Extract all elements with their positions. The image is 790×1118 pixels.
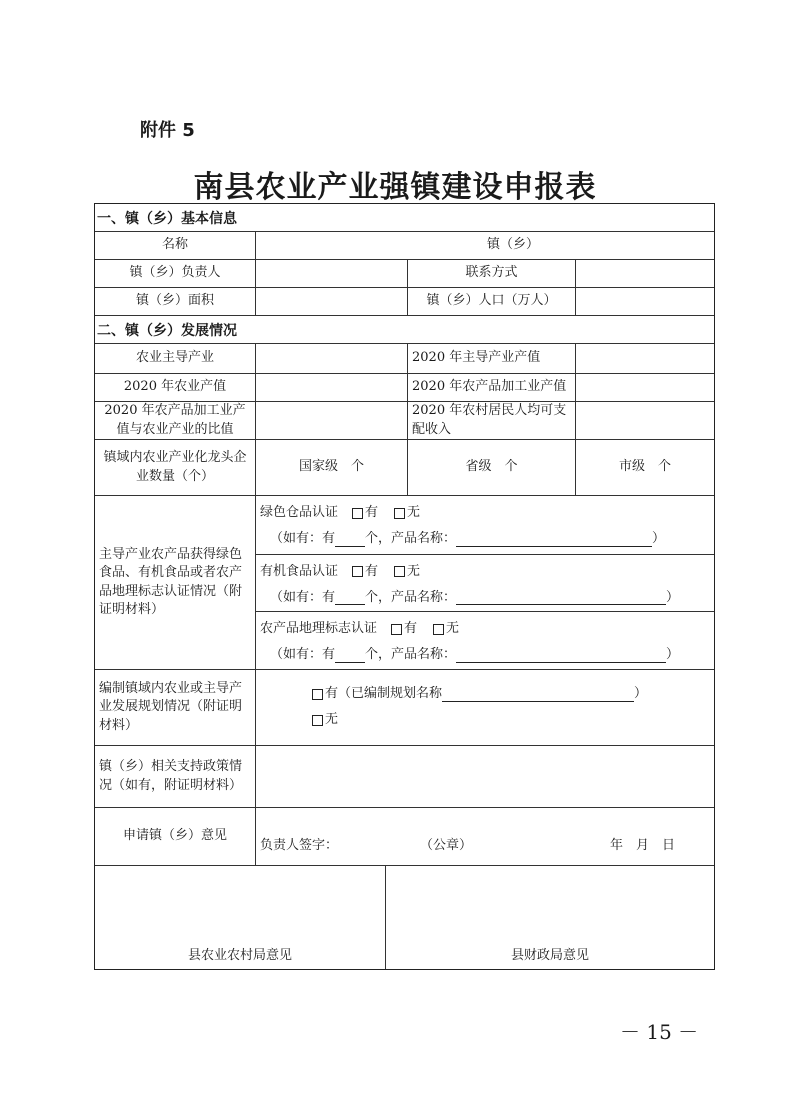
if-yes-middle: 个，产品名称： bbox=[365, 647, 457, 663]
form-title: 南县农业产业强镇建设申报表 bbox=[193, 170, 597, 205]
if-yes-middle: 个，产品名称： bbox=[365, 530, 457, 546]
leader-row bbox=[95, 259, 714, 287]
ratio-value[interactable] bbox=[255, 402, 407, 439]
plan-yes-label: 有（已编制规划名称 bbox=[325, 686, 443, 702]
cert-geo-no-checkbox[interactable] bbox=[433, 624, 444, 635]
national-count[interactable]: 国家级 个 bbox=[255, 440, 407, 495]
cert-geo-count-field[interactable] bbox=[335, 648, 365, 663]
area-value[interactable] bbox=[255, 288, 407, 315]
no-label: 无 bbox=[446, 621, 460, 637]
section1-heading-row bbox=[95, 204, 714, 231]
agri-output-label: 2020 年农业产值 bbox=[123, 379, 227, 395]
opinion-row bbox=[95, 807, 714, 865]
cert-geo-block bbox=[256, 611, 714, 669]
cert-organic-name-field[interactable] bbox=[456, 590, 666, 605]
close-paren: ） bbox=[634, 686, 648, 702]
plan-options bbox=[255, 670, 714, 745]
name-label: 名称 bbox=[161, 237, 188, 253]
area-label: 镇（乡）面积 bbox=[135, 293, 214, 309]
plan-no-label: 无 bbox=[325, 712, 339, 728]
yes-label: 有 bbox=[365, 504, 379, 520]
leader-label: 镇（乡）负责人 bbox=[129, 265, 221, 281]
population-value[interactable] bbox=[575, 288, 714, 315]
cert-green-label: 绿色仓品认证 bbox=[260, 504, 339, 520]
cert-geo-yes-checkbox[interactable] bbox=[391, 624, 402, 635]
income-value[interactable] bbox=[575, 402, 714, 439]
certification-options bbox=[255, 496, 714, 669]
area-row bbox=[95, 287, 714, 315]
no-label: 无 bbox=[407, 563, 421, 579]
cert-green-count-field[interactable] bbox=[335, 532, 365, 547]
section2-heading-row bbox=[95, 315, 714, 343]
processing-output-value[interactable] bbox=[575, 374, 714, 401]
yes-label: 有 bbox=[404, 621, 418, 637]
city-count[interactable]: 市级 个 bbox=[575, 440, 714, 495]
population-label: 镇（乡）人口（万人） bbox=[407, 288, 575, 315]
finance-bureau-opinion[interactable] bbox=[385, 866, 714, 969]
plan-no-checkbox[interactable] bbox=[312, 715, 323, 726]
cert-organic-count-field[interactable] bbox=[335, 590, 365, 605]
close-paren: ） bbox=[666, 589, 680, 605]
date-label: 年 月 日 bbox=[610, 837, 676, 853]
main-industry-output-label: 2020 年主导产业产值 bbox=[407, 344, 575, 373]
name-row bbox=[95, 231, 714, 259]
plan-yes-checkbox[interactable] bbox=[312, 689, 323, 700]
finance-bureau-label: 县财政局意见 bbox=[510, 947, 589, 963]
agri-bureau-label: 县农业农村局意见 bbox=[187, 947, 292, 963]
agri-output-row bbox=[95, 373, 714, 401]
attachment-label: 附件 5 bbox=[140, 120, 195, 141]
section1-heading: 一、镇（乡）基本信息 bbox=[97, 210, 237, 227]
signature-label: 负责人签字： bbox=[260, 837, 339, 853]
cert-geo-name-field[interactable] bbox=[456, 648, 666, 663]
contact-label: 联系方式 bbox=[407, 260, 575, 287]
if-yes-prefix: （如有：有 bbox=[270, 530, 336, 546]
policy-value[interactable] bbox=[255, 746, 714, 807]
cert-geo-label: 农产品地理标志认证 bbox=[260, 621, 378, 637]
plan-row bbox=[95, 669, 714, 745]
cert-organic-no-checkbox[interactable] bbox=[394, 566, 405, 577]
enterprises-label: 镇域内农业产业化龙头企业数量（个） bbox=[103, 450, 247, 484]
town-label: 镇（乡） bbox=[255, 232, 714, 259]
if-yes-middle: 个，产品名称： bbox=[365, 589, 457, 605]
yes-label: 有 bbox=[365, 563, 379, 579]
leader-value[interactable] bbox=[255, 260, 407, 287]
agri-output-value[interactable] bbox=[255, 374, 407, 401]
income-label: 2020 年农村居民人均可支配收入 bbox=[407, 402, 575, 439]
plan-name-field[interactable] bbox=[442, 687, 634, 702]
cert-organic-block bbox=[256, 554, 714, 612]
cert-green-no-checkbox[interactable] bbox=[394, 508, 405, 519]
main-industry-output-value[interactable] bbox=[575, 344, 714, 373]
cert-organic-label: 有机食品认证 bbox=[260, 563, 339, 579]
cert-organic-yes-checkbox[interactable] bbox=[352, 566, 363, 577]
policy-row bbox=[95, 745, 714, 807]
enterprises-row bbox=[95, 439, 714, 495]
application-form-table bbox=[94, 203, 715, 970]
section2-heading: 二、镇（乡）发展情况 bbox=[97, 322, 237, 339]
processing-output-label: 2020 年农产品加工业产值 bbox=[407, 374, 575, 401]
main-industry-label: 农业主导产业 bbox=[135, 350, 214, 366]
no-label: 无 bbox=[407, 504, 421, 520]
contact-value[interactable] bbox=[575, 260, 714, 287]
ratio-income-row bbox=[95, 401, 714, 439]
bureau-opinions-row bbox=[95, 865, 714, 969]
plan-label: 编制镇域内农业或主导产业发展规划情况（附证明材料） bbox=[99, 681, 243, 733]
page-number: － 15 － bbox=[620, 1020, 699, 1044]
main-industry-value[interactable] bbox=[255, 344, 407, 373]
close-paren: ） bbox=[652, 530, 666, 546]
opinion-value[interactable] bbox=[255, 808, 714, 865]
certification-row bbox=[95, 495, 714, 669]
main-industry-row bbox=[95, 343, 714, 373]
if-yes-prefix: （如有：有 bbox=[270, 589, 336, 605]
opinion-label: 申请镇（乡）意见 bbox=[122, 828, 227, 844]
certification-label: 主导产业农产品获得绿色食品、有机食品或者农产品地理标志认证情况（附证明材料） bbox=[99, 547, 243, 617]
cert-green-yes-checkbox[interactable] bbox=[352, 508, 363, 519]
ratio-label: 2020 年农产品加工业产值与农业产业的比值 bbox=[104, 403, 246, 437]
close-paren: ） bbox=[666, 647, 680, 663]
if-yes-prefix: （如有：有 bbox=[270, 647, 336, 663]
cert-green-block bbox=[256, 496, 714, 554]
agri-bureau-opinion[interactable] bbox=[95, 866, 385, 969]
cert-green-name-field[interactable] bbox=[456, 532, 652, 547]
seal-label: （公章） bbox=[420, 837, 473, 853]
provincial-count[interactable]: 省级 个 bbox=[407, 440, 575, 495]
policy-label: 镇（乡）相关支持政策情况（如有，附证明材料） bbox=[99, 759, 243, 793]
